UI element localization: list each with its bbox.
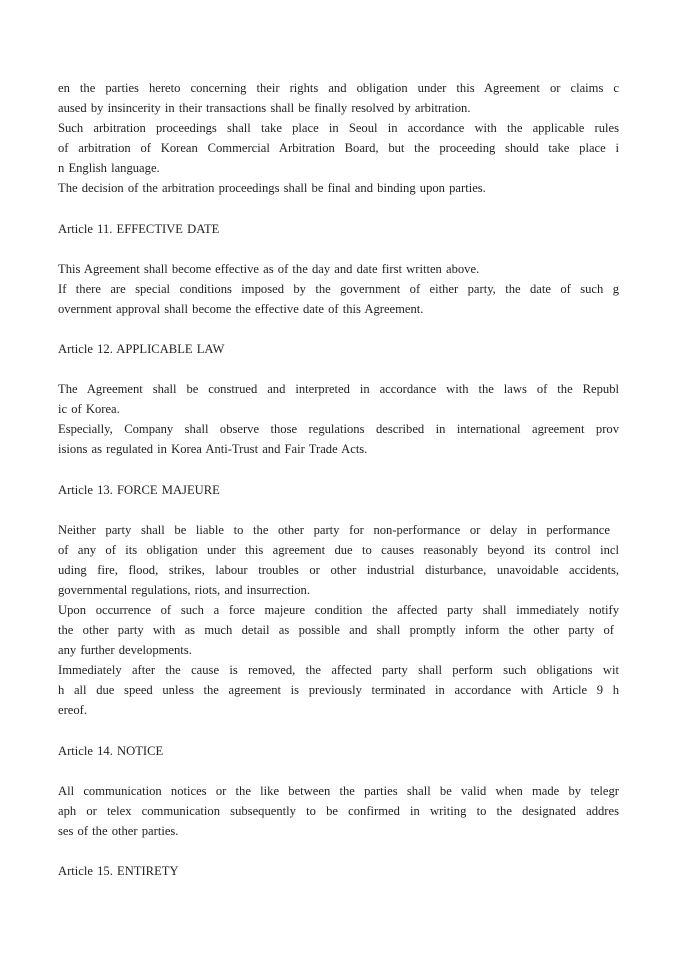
- paragraph-line: Such arbitration proceedings shall take place in Seoul in accordance with the applicable rules: [58, 121, 619, 135]
- article-heading: Article 11. EFFECTIVE DATE: [58, 222, 220, 236]
- paragraph-line: of any of its obligation under this agreement due to causes reasonably beyond its control incl: [58, 543, 619, 557]
- article-heading: Article 12. APPLICABLE LAW: [58, 342, 225, 356]
- paragraph-line: If there are special conditions imposed by the government of either party, the date of such g: [58, 282, 619, 296]
- article-heading: Article 15. ENTIRETY: [58, 864, 179, 878]
- paragraph-line: isions as regulated in Korea Anti-Trust and Fair Trade Acts.: [58, 442, 368, 456]
- paragraph-line: ereof.: [58, 703, 88, 717]
- paragraph-line: en the parties hereto concerning their rights and obligation under this Agreement or claims c: [58, 81, 619, 95]
- paragraph-line: the other party with as much detail as possible and shall promptly inform the other party of: [58, 623, 614, 637]
- article-heading: Article 13. FORCE MAJEURE: [58, 483, 220, 497]
- paragraph-line: All communication notices or the like between the parties shall be valid when made by telegr: [58, 784, 619, 798]
- paragraph-line: h all due speed unless the agreement is previously terminated in accordance with Article 9 h: [58, 683, 619, 697]
- paragraph-line: aused by insincerity in their transactions shall be finally resolved by arbitration.: [58, 101, 471, 115]
- paragraph-line: n English language.: [58, 161, 160, 175]
- paragraph-line: of arbitration of Korean Commercial Arbitration Board, but the proceeding should take place i: [58, 141, 619, 155]
- paragraph-line: overnment approval shall become the effective date of this Agreement.: [58, 302, 424, 316]
- paragraph-line: ses of the other parties.: [58, 824, 179, 838]
- paragraph-line: uding fire, flood, strikes, labour troubles or other industrial disturbance, unavoidable accidents,: [58, 563, 619, 577]
- paragraph-line: any further developments.: [58, 643, 192, 657]
- paragraph-line: Upon occurrence of such a force majeure condition the affected party shall immediately notify: [58, 603, 619, 617]
- paragraph-line: ic of Korea.: [58, 402, 120, 416]
- paragraph-line: The Agreement shall be construed and interpreted in accordance with the laws of the Republ: [58, 382, 619, 396]
- paragraph-line: governmental regulations, riots, and insurrection.: [58, 583, 310, 597]
- paragraph-line: aph or telex communication subsequently to be confirmed in writing to the designated addres: [58, 804, 619, 818]
- paragraph-line: Immediately after the cause is removed, the affected party shall perform such obligations wit: [58, 663, 619, 677]
- paragraph-line: Neither party shall be liable to the other party for non-performance or delay in performance: [58, 523, 610, 537]
- paragraph-line: Especially, Company shall observe those regulations described in international agreement prov: [58, 422, 619, 436]
- paragraph-line: This Agreement shall become effective as of the day and date first written above.: [58, 262, 480, 276]
- paragraph-line: The decision of the arbitration proceedings shall be final and binding upon parties.: [58, 181, 486, 195]
- article-heading: Article 14. NOTICE: [58, 744, 164, 758]
